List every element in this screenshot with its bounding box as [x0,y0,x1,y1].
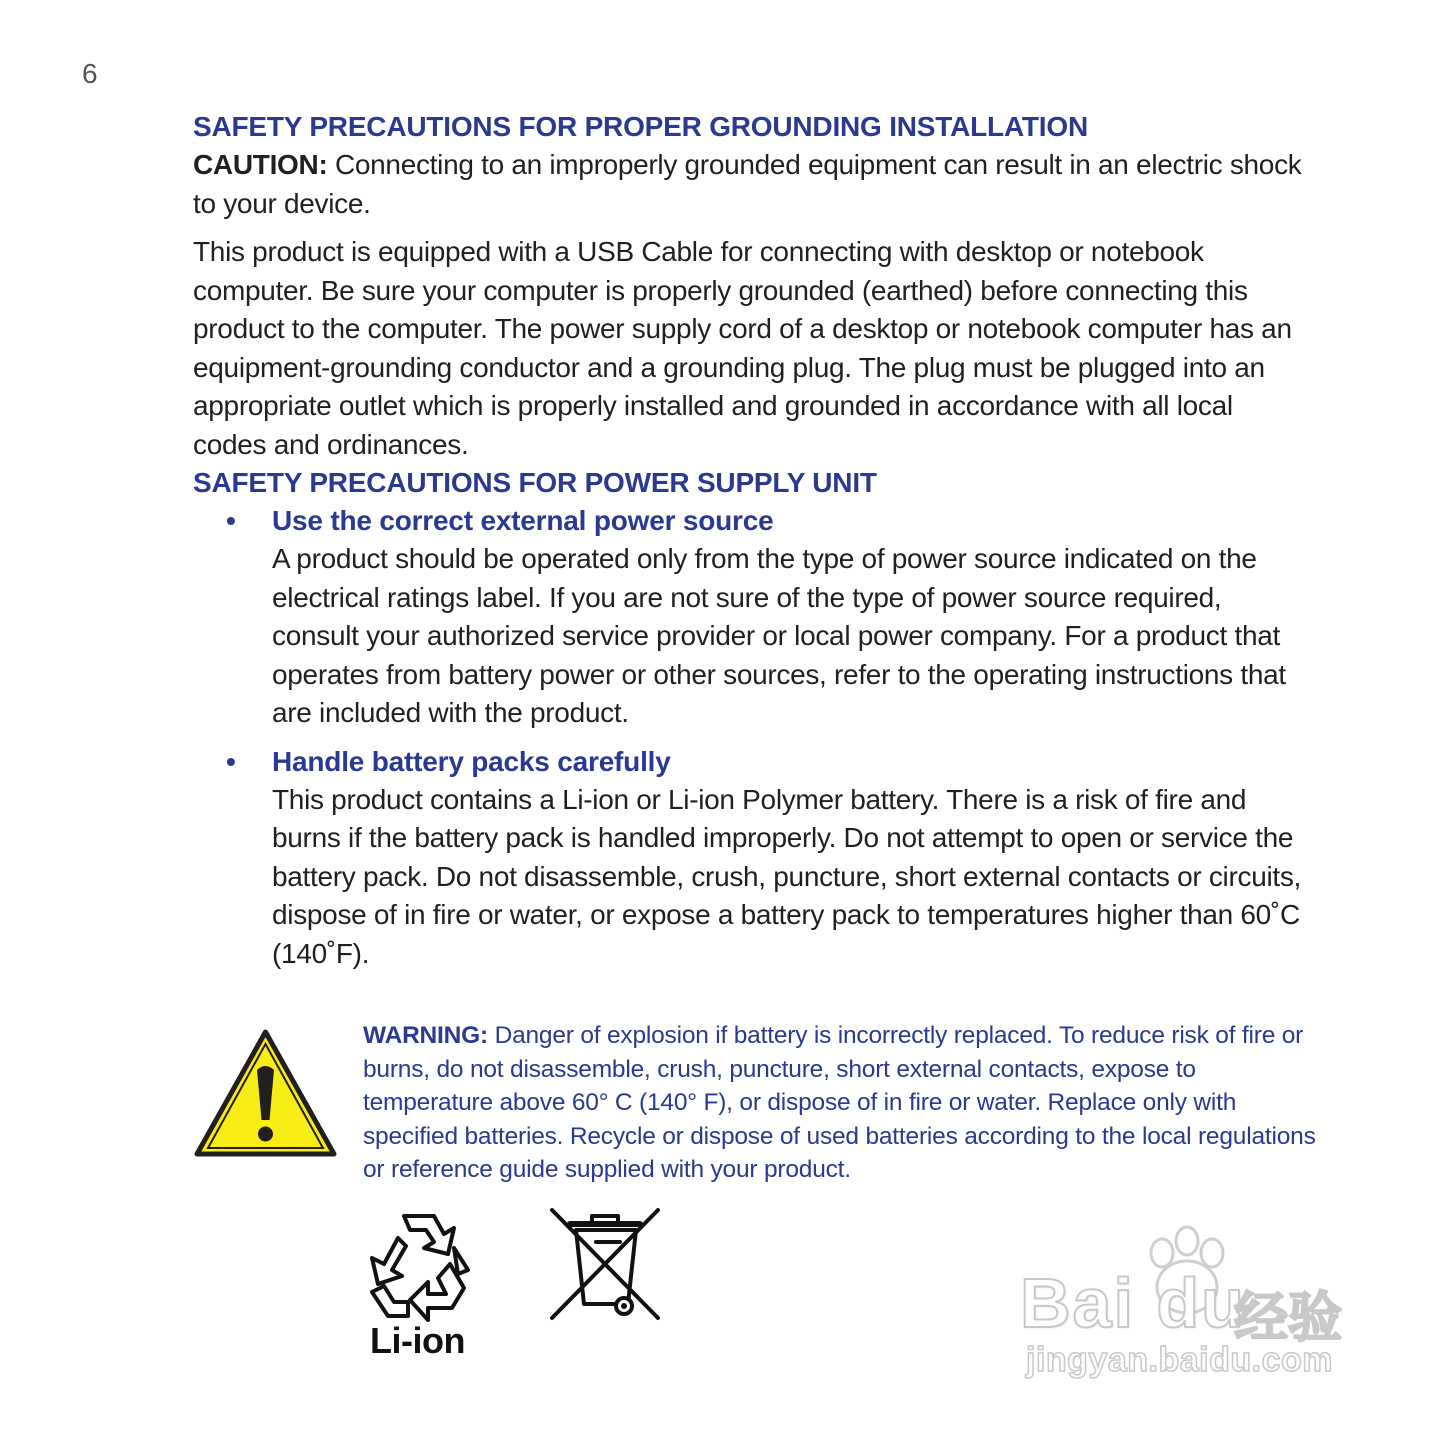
warning-triangle-icon [193,1028,338,1158]
grounding-body: This product is equipped with a USB Cable for connecting with desktop or notebook computer. Be sure your computer is properly grounded (earthed) before connecting this product to the computer. The power supply cord of a desktop or notebook computer has an equipment-grounding conductor and a grounding plug. The plug must be plugged into an appropriate outlet which is properly installed and grounded in accordance with all local codes and ordinances. [193,236,1292,460]
main-content [193,108,1303,983]
list-item [193,743,1303,974]
bullet-icon: • [226,505,236,536]
baidu-watermark [1020,1225,1360,1385]
warning-label: WARNING: [363,1022,488,1049]
caution-text: Connecting to an improperly grounded equipment can result in an electric shock to your device. [193,149,1302,219]
page-number: 6 [82,58,98,89]
watermark-brand: Bai du [1020,1264,1246,1342]
watermark-url: jingyan.baidu.com [1026,1341,1333,1379]
power-supply-heading: SAFETY PRECAUTIONS FOR POWER SUPPLY UNIT [193,467,877,498]
warning-paragraph [363,1019,1323,1187]
list-item-title: Handle battery packs carefully [272,745,671,777]
list-item [193,502,1303,733]
bullet-icon: • [226,745,236,777]
crossed-out-bin-icon [548,1208,662,1324]
list-item-body: This product contains a Li-ion or Li-ion Polymer battery. There is a risk of fire and burns if the battery pack is handled improperly. Do not attempt to open or service the battery pack. Do not disassemble, crush, puncture, short external contacts or circuits, dispose of in fire or water, or expose a battery pack to temperatures higher than 60˚C (140˚F). [272,783,1302,969]
power-supply-list [193,502,1303,973]
warning-text: Danger of explosion if battery is incorrectly replaced. To reduce risk of fire or burns, do not disassemble, crush, puncture, short external contacts, expose to temperature above 60° C (140° F), or dispose of in fire or water. Replace only with specified batteries. Recycle or dispose of used batteries according to the local regulations or reference guide supplied with your product. [363,1022,1316,1183]
list-item-title: Use the correct external power source [272,505,774,536]
caution-label: CAUTION: [193,149,328,180]
list-item-body: A product should be operated only from the type of power source indicated on the electrical ratings label. If you are not sure of the type of power source required, consult your authorized service provider or local power company. For a product that operates from battery power or other sources, refer to the operating instructions that are included with the product. [272,543,1286,728]
recycle-icon [358,1208,480,1330]
recycle-label: Li-ion [370,1320,465,1361]
watermark-brand-cn: 经验 [1234,1288,1342,1348]
grounding-heading: SAFETY PRECAUTIONS FOR PROPER GROUNDING INSTALLATION [193,111,1088,142]
caution-paragraph [193,146,1303,223]
